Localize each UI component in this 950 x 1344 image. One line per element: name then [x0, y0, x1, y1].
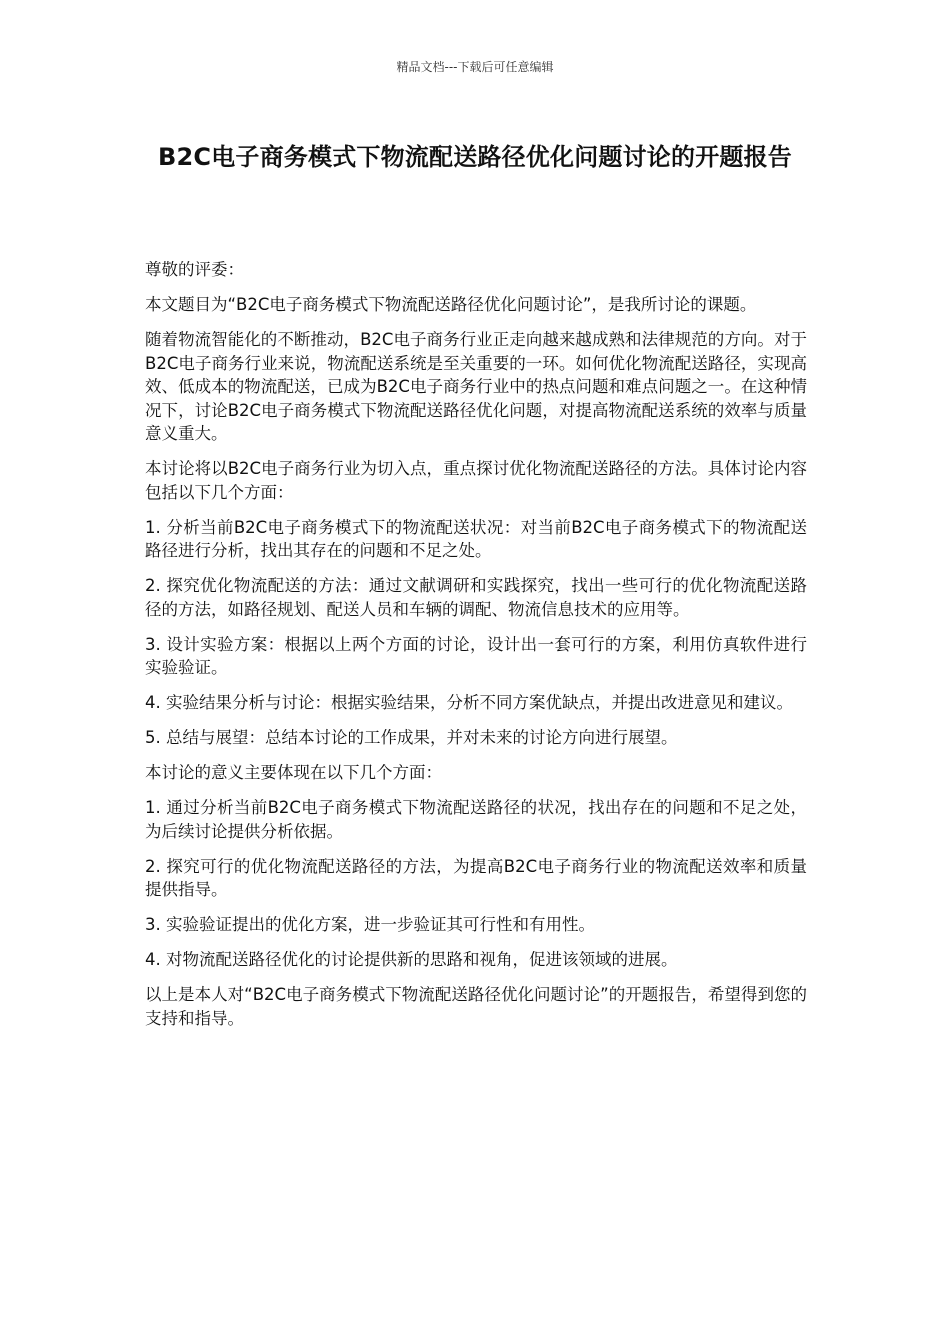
list-item: 3. 设计实验方案：根据以上两个方面的讨论，设计出一套可行的方案，利用仿真软件进行实验验证。 [145, 634, 807, 677]
list-item: 5. 总结与展望：总结本讨论的工作成果，并对未来的讨论方向进行展望。 [145, 728, 678, 747]
paragraph: 本讨论将以B2C电子商务行业为切入点，重点探讨优化物流配送路径的方法。具体讨论内容包括以下几个方面： [145, 459, 807, 502]
list-item: 3. 实验验证提出的优化方案，进一步验证其可行性和有用性。 [145, 915, 595, 934]
paragraph: 本讨论的意义主要体现在以下几个方面： [145, 763, 442, 782]
paragraph: 本文题目为“B2C电子商务模式下物流配送路径优化问题讨论”，是我所讨论的课题。 [145, 295, 757, 314]
header-note: 精品文档---下载后可任意编辑 [396, 60, 554, 74]
closing-paragraph: 以上是本人对“B2C电子商务模式下物流配送路径优化问题讨论”的开题报告，希望得到您的支持和指导。 [145, 985, 807, 1028]
list-item: 1. 分析当前B2C电子商务模式下的物流配送状况：对当前B2C电子商务模式下的物流配送路径进行分析，找出其存在的问题和不足之处。 [145, 517, 807, 560]
list-item: 2. 探究可行的优化物流配送路径的方法，为提高B2C电子商务行业的物流配送效率和质量提供指导。 [145, 856, 807, 899]
list-item: 1. 通过分析当前B2C电子商务模式下物流配送路径的状况，找出存在的问题和不足之处，为后续讨论提供分析依据。 [145, 798, 807, 841]
document-title: B2C电子商务模式下物流配送路径优化问题讨论的开题报告 [157, 143, 792, 171]
paragraph: 随着物流智能化的不断推动，B2C电子商务行业正走向越来越成熟和法律规范的方向。对于B2C电子商务行业来说，物流配送系统是至关重要的一环。如何优化物流配送路径，实现高效、低成本的物流配送，已成为B2C电子商务行业中的热点问题和难点问题之一。在这种情况下，讨论B2C电子商务模式下物流配送路径优化问题，对提高物流配送系统的效率与质量意义重大。 [145, 330, 807, 443]
document-body [145, 258, 807, 1042]
list-item: 2. 探究优化物流配送的方法：通过文献调研和实践探究，找出一些可行的优化物流配送路径的方法，如路径规划、配送人员和车辆的调配、物流信息技术的应用等。 [145, 576, 807, 619]
list-item: 4. 实验结果分析与讨论：根据实验结果，分析不同方案优缺点，并提出改进意见和建议。 [145, 693, 793, 712]
salutation: 尊敬的评委： [145, 260, 244, 279]
list-item: 4. 对物流配送路径优化的讨论提供新的思路和视角，促进该领域的进展。 [145, 950, 678, 969]
